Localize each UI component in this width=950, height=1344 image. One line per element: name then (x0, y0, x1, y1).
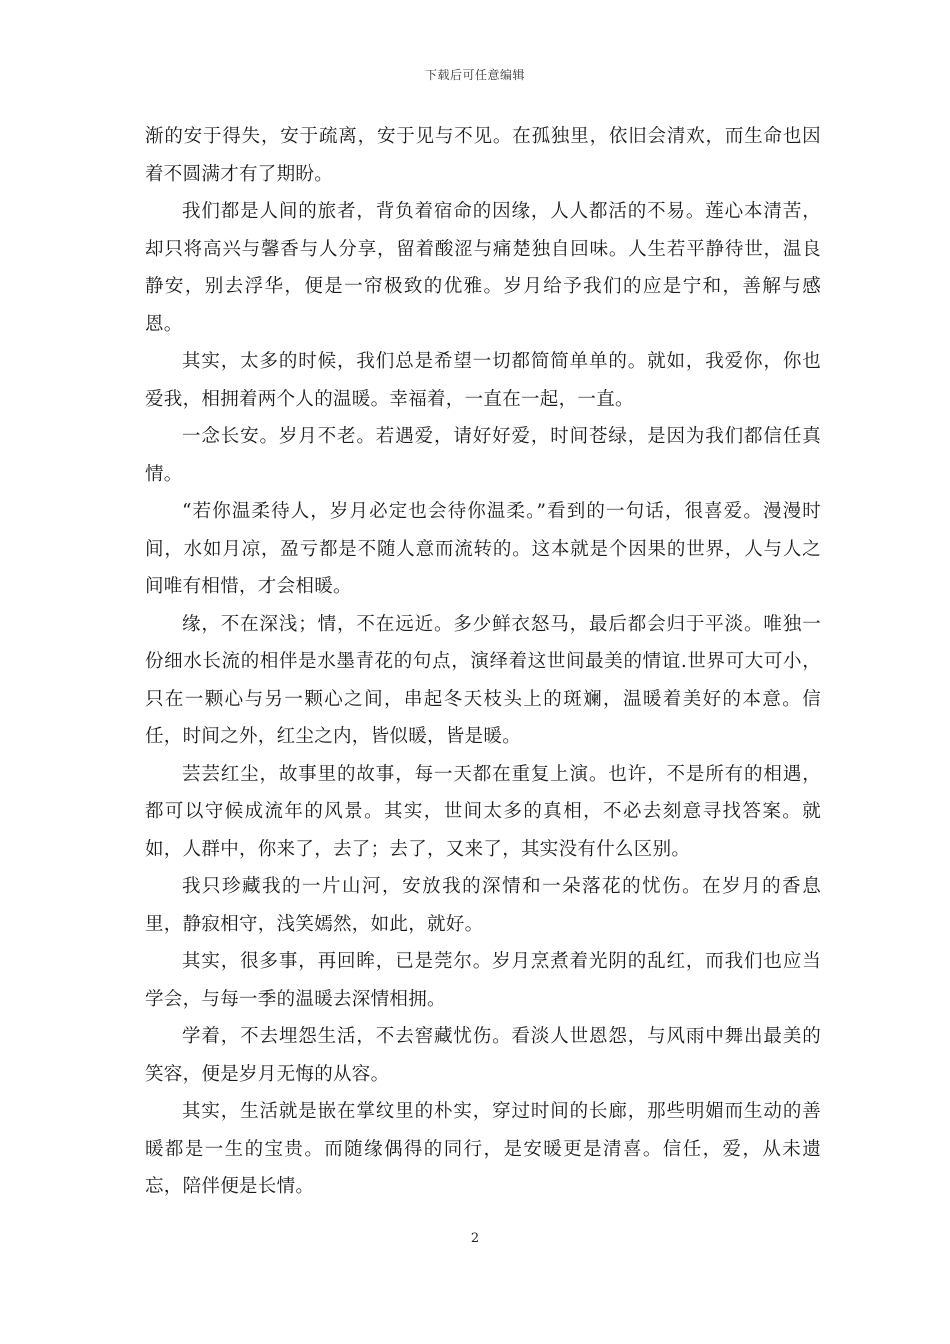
page-header: 下载后可任意编辑 (424, 68, 525, 82)
page-number: 2 (470, 1231, 480, 1246)
paragraph: 芸芸红尘，故事里的故事，每一天都在重复上演。也许，不是所有的相遇，都可以守候成流年的风景。其实，世间太多的真相，不必去刻意寻找答案。就如，人群中，你来了，去了；去了，又来了，其实没有什么区别。 (145, 763, 821, 860)
paragraph: 一念长安。岁月不老。若遇爱，请好好爱，时间苍绿，是因为我们都信任真情。 (145, 426, 821, 485)
document-body (145, 118, 821, 1206)
paragraph: 其实，太多的时候，我们总是希望一切都简简单单的。就如，我爱你，你也爱我，相拥着两个人的温暖。幸福着，一直在一起，一直。 (145, 351, 821, 410)
paragraph: 渐的安于得失，安于疏离，安于见与不见。在孤独里，依旧会清欢，而生命也因着不圆满才有了期盼。 (145, 126, 821, 185)
paragraph: 其实，生活就是嵌在掌纹里的朴实，穿过时间的长廊，那些明媚而生动的善暖都是一生的宝贵。而随缘偶得的同行，是安暖更是清喜。信任，爱，从未遗忘，陪伴便是长情。 (145, 1101, 821, 1197)
paragraph: “若你温柔待人，岁月必定也会待你温柔。”看到的一句话，很喜爱。漫漫时间，水如月凉，盈亏都是不随人意而流转的。这本就是个因果的世界，人与人之间唯有相惜，才会相暖。 (145, 501, 821, 597)
paragraph: 我只珍藏我的一片山河，安放我的深情和一朵落花的忧伤。在岁月的香息里，静寂相守，浅笑嫣然，如此，就好。 (145, 876, 821, 935)
paragraph: 缘，不在深浅；情，不在远近。多少鲜衣怒马，最后都会归于平淡。唯独一份细水长流的相伴是水墨青花的句点，演绎着这世间最美的情谊.世界可大可小，只在一颗心与另一颗心之间，串起冬天枝头上的斑斓，温暖着美好的本意。信任，时间之外，红尘之内，皆似暖，皆是暖。 (145, 613, 821, 747)
paragraph: 学着，不去埋怨生活，不去窖藏忧伤。看淡人世恩怨，与风雨中舞出最美的笑容，便是岁月无悔的从容。 (145, 1026, 821, 1085)
paragraph: 其实，很多事，再回眸，已是莞尔。岁月烹煮着光阴的乱红，而我们也应当学会，与每一季的温暖去深情相拥。 (145, 951, 821, 1010)
paragraph: 我们都是人间的旅者，背负着宿命的因缘，人人都活的不易。莲心本清苦，却只将高兴与馨香与人分享，留着酸涩与痛楚独自回味。人生若平静待世，温良静安，别去浮华，便是一帘极致的优雅。岁月给予我们的应是宁和，善解与感恩。 (145, 201, 821, 335)
